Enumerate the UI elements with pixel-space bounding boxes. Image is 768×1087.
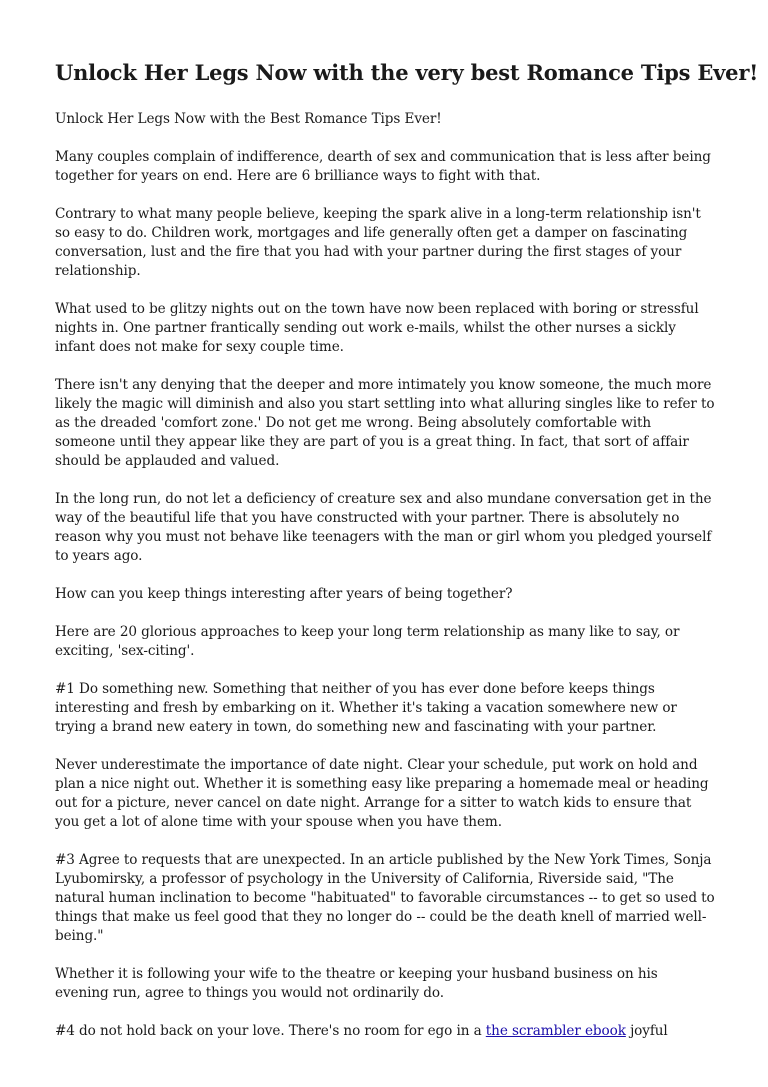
document-page <box>55 58 759 1060</box>
document-title: Unlock Her Legs Now with the very best Romance Tips Ever! <box>55 60 759 85</box>
paragraph-6: In the long run, do not let a deficiency of creature sex and also mundane conversation get in the way of the beautiful life that you have constructed with your partner. There is absolutely no reason why you must not behave like teenagers with the man or girl whom you pledged yourself to years ago. <box>55 491 712 564</box>
paragraph-2: Many couples complain of indifference, dearth of sex and communication that is less after being together for years on end. Here are 6 brilliance ways to fight with that. <box>55 149 711 184</box>
paragraph-12: Whether it is following your wife to the theatre or keeping your husband business on his evening run, agree to things you would not ordinarily do. <box>55 966 658 1001</box>
paragraph-13-text-after-link: joyful <box>625 1023 668 1039</box>
paragraph-7: How can you keep things interesting after years of being together? <box>55 586 513 602</box>
paragraph-5: There isn't any denying that the deeper and more intimately you know someone, the much more likely the magic will diminish and also you start settling into what alluring singles like to refer to as the dreaded 'comfort zone.' Do not get me wrong. Being absolutely comfortable with someone until they appear like they are part of you is a great thing. In fact, that sort of affair should be applauded and valued. <box>55 377 715 469</box>
paragraph-9: #1 Do something new. Something that neither of you has ever done before keeps things interesting and fresh by embarking on it. Whether it's taking a vacation somewhere new or trying a brand new eatery in town, do something new and fascinating with your partner. <box>55 681 677 735</box>
paragraph-11: #3 Agree to requests that are unexpected. In an article published by the New York Times, Sonja Lyubomirsky, a professor of psychology in the University of California, Riverside said, "The natural human inclination to become "habituated" to favorable circumstances -- to get so used to things that make us feel good that they no longer do -- could be the death knell of married well-being." <box>55 852 715 944</box>
paragraph-8: Here are 20 glorious approaches to keep your long term relationship as many like to say, or exciting, 'sex-citing'. <box>55 624 680 659</box>
paragraph-1: Unlock Her Legs Now with the Best Romance Tips Ever! <box>55 111 442 127</box>
paragraph-3: Contrary to what many people believe, keeping the spark alive in a long-term relationship isn't so easy to do. Children work, mortgages and life generally often get a damper on fascinating conversation, lust and the fire that you had with your partner during the first stages of your relationship. <box>55 206 701 279</box>
paragraph-10: Never underestimate the importance of date night. Clear your schedule, put work on hold and plan a nice night out. Whether it is something easy like preparing a homemade meal or heading out for a picture, never cancel on date night. Arrange for a sitter to watch kids to ensure that you get a lot of alone time with your spouse when you have them. <box>55 757 709 830</box>
paragraph-4: What used to be glitzy nights out on the town have now been replaced with boring or stressful nights in. One partner frantically sending out work e-mails, whilst the other nurses a sickly infant does not make for sexy couple time. <box>55 301 699 355</box>
paragraph-13 <box>55 1022 715 1041</box>
scrambler-ebook-link[interactable]: the scrambler ebook <box>485 1023 626 1039</box>
paragraph-13-text-before-link: #4 do not hold back on your love. There's no room for ego in a <box>55 1023 486 1039</box>
